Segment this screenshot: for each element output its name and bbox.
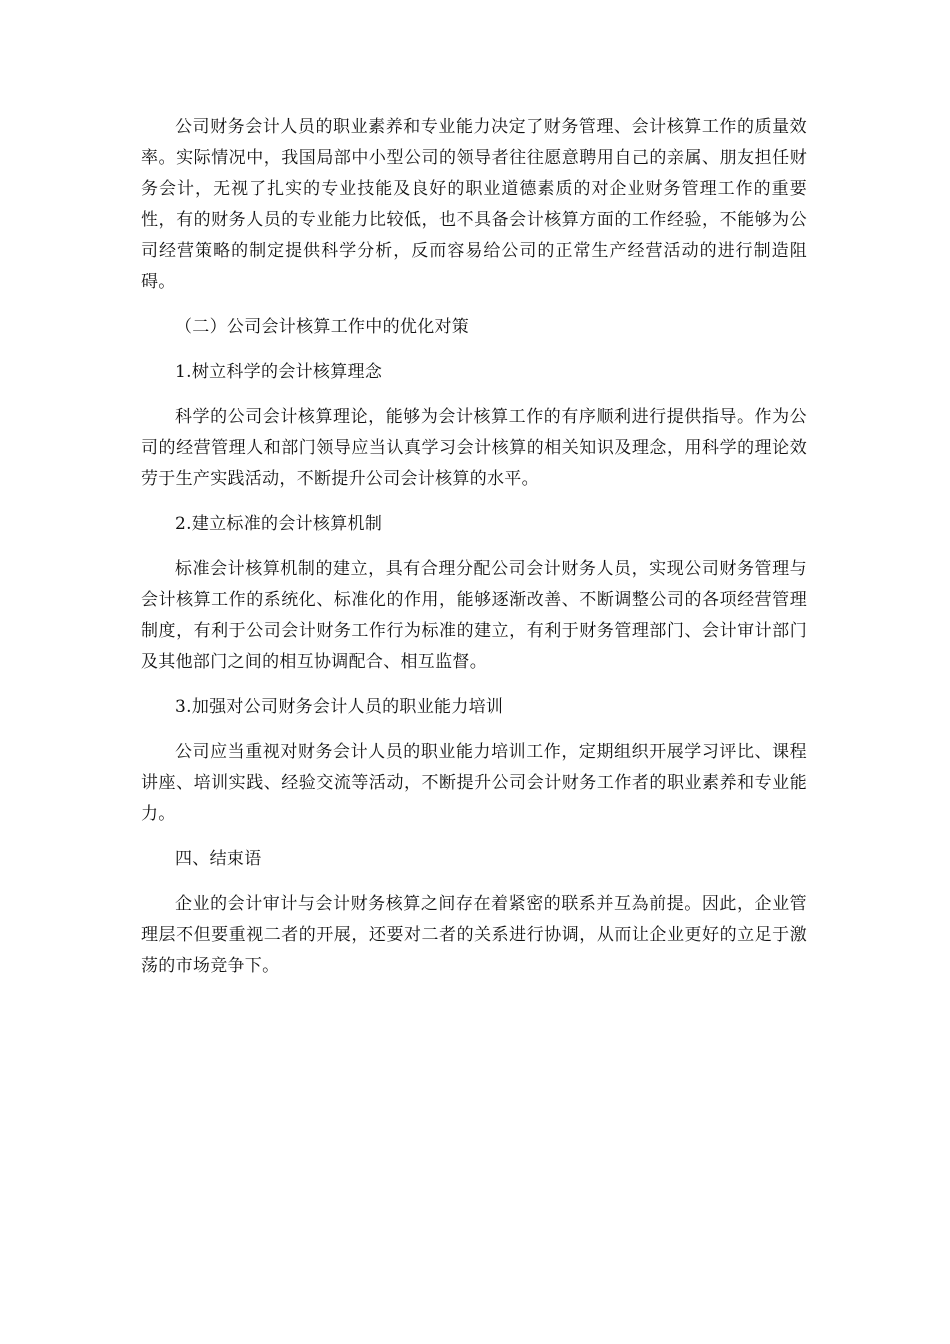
paragraph-training: 公司应当重视对财务会计人员的职业能力培训工作，定期组织开展学习评比、课程讲座、培训实践、经验交流等活动，不断提升公司会计财务工作者的职业素养和专业能力。 — [141, 742, 807, 824]
subheading-training: 3.加强对公司财务会计人员的职业能力培训 — [175, 697, 504, 717]
paragraph-standard-mechanism: 标准会计核算机制的建立，具有合理分配公司会计财务人员，实现公司财务管理与会计核算工作的系统化、标准化的作用，能够逐渐改善、不断调整公司的各项经营管理制度，有利于公司会计财务工作行为标准的建立，有利于财务管理部门、会计审计部门及其他部门之间的相互协调配合、相互监督。 — [141, 559, 807, 672]
paragraph-scientific-concept: 科学的公司会计核算理论，能够为会计核算工作的有序顺利进行提供指导。作为公司的经营管理人和部门领导应当认真学习会计核算的相关知识及理念，用科学的理论效劳于生产实践活动，不断提升公司会计核算的水平。 — [141, 407, 807, 489]
subheading-standard-mechanism: 2.建立标准的会计核算机制 — [175, 514, 383, 534]
paragraph-conclusion: 企业的会计审计与会计财务核算之间存在着紧密的联系并互為前提。因此，企业管理层不但要重视二者的开展，还要对二者的关系进行协调，从而让企业更好的立足于激荡的市场竞争下。 — [141, 894, 807, 976]
document-body — [141, 112, 807, 996]
subheading-scientific-concept: 1.树立科学的会计核算理念 — [175, 362, 383, 382]
section-heading-optimization: （二）公司会计核算工作中的优化对策 — [175, 317, 470, 337]
section-heading-conclusion: 四、结束语 — [175, 849, 262, 869]
paragraph-staff-competence: 公司财务会计人员的职业素养和专业能力决定了财务管理、会计核算工作的质量效率。实际情况中，我国局部中小型公司的领导者往往愿意聘用自己的亲属、朋友担任财务会计，无视了扎实的专业技能及良好的职业道德素质的对企业财务管理工作的重要性，有的财务人员的专业能力比较低，也不具备会计核算方面的工作经验，不能够为公司经营策略的制定提供科学分析，反而容易给公司的正常生产经营活动的进行制造阻碍。 — [141, 117, 807, 292]
